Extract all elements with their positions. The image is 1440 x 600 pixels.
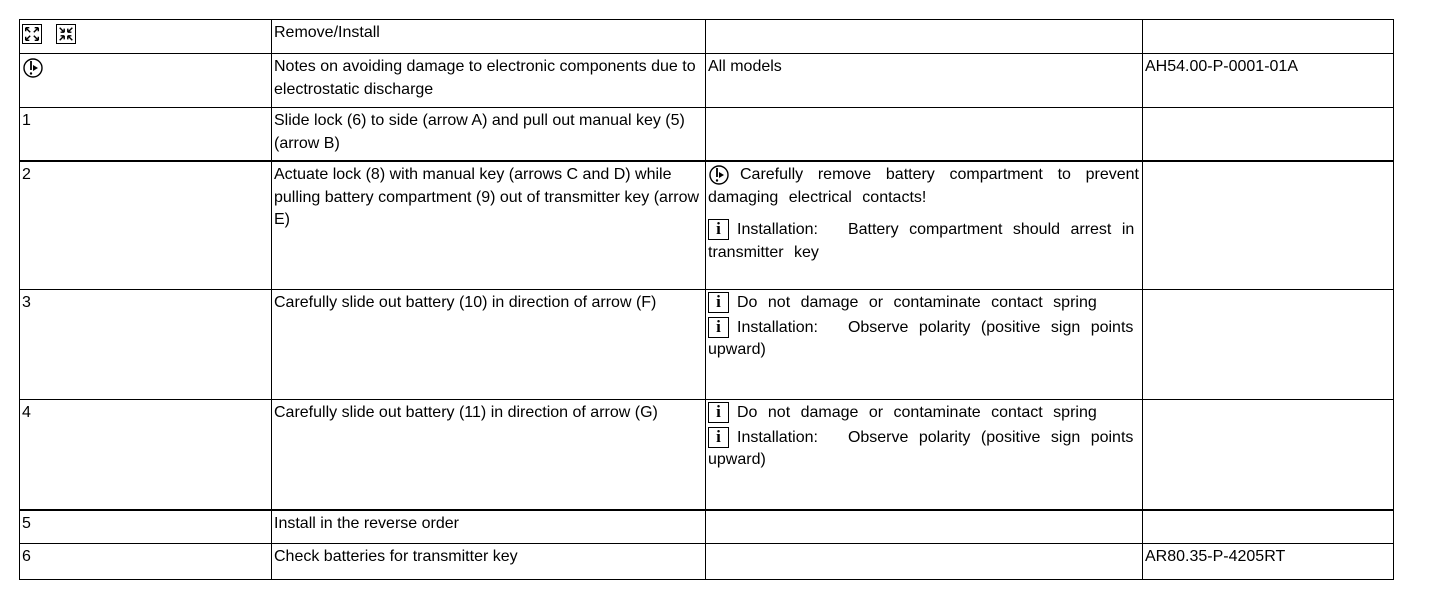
table-row [20, 510, 1394, 544]
step-text: Notes on avoiding damage to electronic components due to electrostatic discharge [272, 54, 706, 108]
note-text: Observe polarity (positive sign points upward) [708, 428, 1134, 469]
reference-cell [1143, 108, 1394, 162]
table-row [20, 108, 1394, 162]
table-row [20, 544, 1394, 580]
collapse-arrows-icon[interactable] [56, 24, 76, 44]
reference-cell [1143, 161, 1394, 290]
header-icons-cell [20, 20, 272, 54]
note-text: Do not damage or contaminate contact spring [737, 294, 1097, 311]
table-row [20, 54, 1394, 108]
caution-note-icon [708, 164, 730, 186]
step-number: 4 [20, 400, 272, 511]
reference-link[interactable]: AH54.00-P-0001-01A [1143, 54, 1394, 108]
table-row [20, 400, 1394, 511]
notes-cell [706, 108, 1143, 162]
model-text: All models [706, 54, 1143, 108]
info-icon: i [708, 427, 729, 448]
note-label: Installation: [737, 221, 818, 239]
step-icon-cell [20, 54, 272, 108]
note-text: Carefully remove battery compartment to prevent damaging electrical contacts! [708, 166, 1139, 206]
step-text: Slide lock (6) to side (arrow A) and pull out manual key (5) (arrow B) [272, 108, 706, 162]
procedure-table [19, 19, 1394, 580]
info-note [708, 292, 1139, 315]
info-icon: i [708, 402, 729, 423]
notes-cell [706, 161, 1143, 290]
note-label: Installation: [737, 428, 818, 446]
header-title: Remove/Install [272, 20, 706, 54]
esd-note-icon [22, 57, 44, 79]
note-label: Installation: [737, 318, 818, 336]
note-text: Do not damage or contaminate contact spring [737, 404, 1097, 421]
notes-cell [706, 510, 1143, 544]
expand-arrows-icon[interactable] [22, 24, 42, 44]
info-icon: i [708, 292, 729, 313]
caution-note [708, 164, 1139, 209]
step-number: 1 [20, 108, 272, 162]
installation-note [708, 317, 1139, 362]
reference-cell [1143, 290, 1394, 400]
reference-link[interactable]: AR80.35-P-4205RT [1143, 544, 1394, 580]
header-row [20, 20, 1394, 54]
notes-cell [706, 544, 1143, 580]
step-number: 2 [20, 161, 272, 290]
step-text: Install in the reverse order [272, 510, 706, 544]
info-icon: i [708, 219, 729, 240]
step-text: Carefully slide out battery (10) in direction of arrow (F) [272, 290, 706, 400]
step-number: 6 [20, 544, 272, 580]
header-empty-cell [1143, 20, 1394, 54]
installation-note [708, 219, 1139, 264]
step-text: Carefully slide out battery (11) in direction of arrow (G) [272, 400, 706, 511]
step-text: Check batteries for transmitter key [272, 544, 706, 580]
step-text: Actuate lock (8) with manual key (arrows C and D) while pulling battery compartment (9) out of transmitter key (arrow E) [272, 161, 706, 290]
step-number: 5 [20, 510, 272, 544]
installation-note [708, 427, 1139, 472]
notes-cell [706, 290, 1143, 400]
table-row [20, 290, 1394, 400]
notes-cell [706, 400, 1143, 511]
header-empty-cell [706, 20, 1143, 54]
info-note [708, 402, 1139, 425]
reference-cell [1143, 400, 1394, 511]
note-text: Battery compartment should arrest in transmitter key [708, 221, 1135, 262]
info-icon: i [708, 317, 729, 338]
note-text: Observe polarity (positive sign points upward) [708, 318, 1134, 359]
step-number: 3 [20, 290, 272, 400]
table-row [20, 161, 1394, 290]
reference-cell [1143, 510, 1394, 544]
